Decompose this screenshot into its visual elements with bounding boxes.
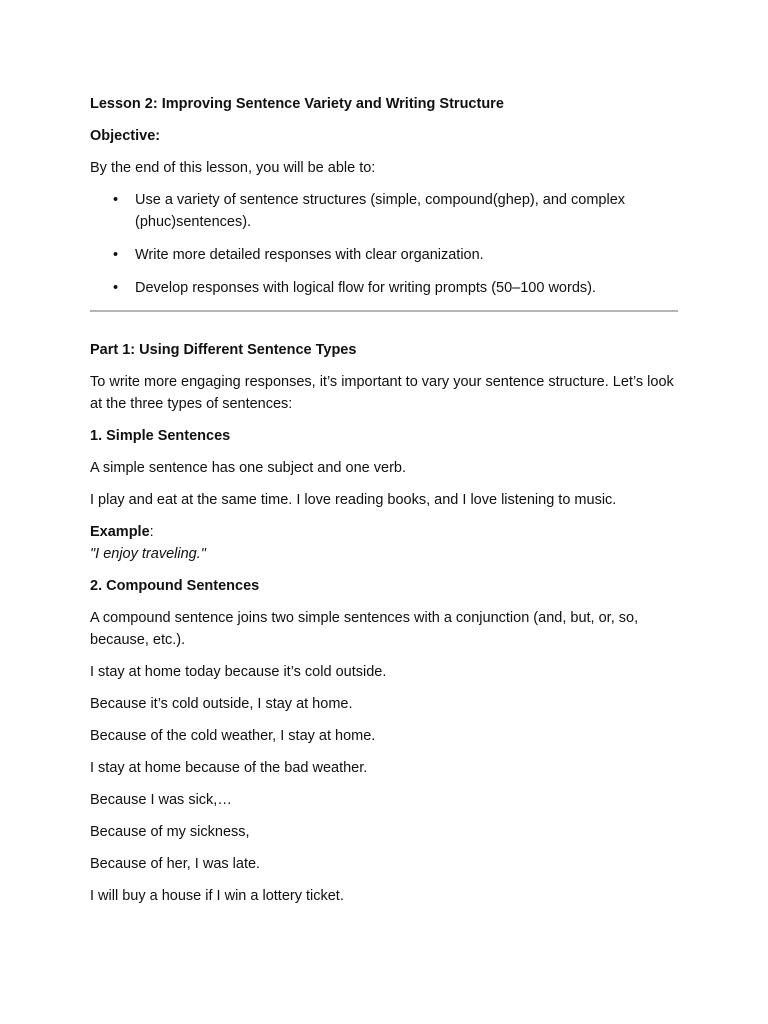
lesson-title: Lesson 2: Improving Sentence Variety and Writing Structure (90, 96, 504, 112)
part1-heading: Part 1: Using Different Sentence Types (90, 342, 357, 358)
compound-sentences-heading: 2. Compound Sentences (90, 578, 260, 594)
objective-text: Write more detailed responses with clear organization. (135, 247, 484, 263)
example-label-line (90, 521, 678, 543)
bullet-icon: • (113, 247, 119, 263)
simple-sentences-heading: 1. Simple Sentences (90, 428, 231, 444)
list-item (90, 277, 678, 299)
horizontal-divider (90, 310, 678, 312)
part1-intro: To write more engaging responses, it’s important to vary your sentence structure. Let’s look at the three types of sentences: (90, 374, 674, 412)
example-text: "I enjoy traveling." (90, 546, 206, 562)
example-colon: : (149, 524, 154, 540)
list-item (90, 244, 678, 266)
compound-example-line: Because of her, I was late. (90, 856, 261, 872)
objective-intro: By the end of this lesson, you will be able to: (90, 160, 376, 176)
compound-example-line: Because I was sick,… (90, 792, 232, 808)
bullet-icon: • (113, 280, 119, 296)
objective-text: Develop responses with logical flow for writing prompts (50–100 words). (135, 280, 596, 296)
simple-sentences-definition: A simple sentence has one subject and one verb. (90, 460, 406, 476)
compound-example-line: I stay at home because of the bad weather. (90, 760, 368, 776)
compound-example-line: Because of my sickness, (90, 824, 250, 840)
objective-list (90, 189, 678, 299)
simple-sentences-sample: I play and eat at the same time. I love reading books, and I love listening to music. (90, 492, 617, 508)
compound-example-line: Because it’s cold outside, I stay at home. (90, 696, 353, 712)
objective-text: Use a variety of sentence structures (simple, compound(ghep), and complex (phuc)sentences). (135, 192, 626, 230)
compound-example-line: I will buy a house if I win a lottery ticket. (90, 888, 344, 904)
example-block (90, 521, 678, 565)
compound-example-line: I stay at home today because it’s cold outside. (90, 664, 387, 680)
document-body (90, 93, 678, 917)
objective-heading: Objective: (90, 128, 161, 144)
example-label: Example (90, 524, 150, 540)
bullet-icon: • (113, 192, 119, 208)
compound-example-line: Because of the cold weather, I stay at home. (90, 728, 376, 744)
compound-sentences-definition: A compound sentence joins two simple sentences with a conjunction (and, but, or, so, because, etc.). (90, 610, 639, 648)
list-item (90, 189, 678, 233)
